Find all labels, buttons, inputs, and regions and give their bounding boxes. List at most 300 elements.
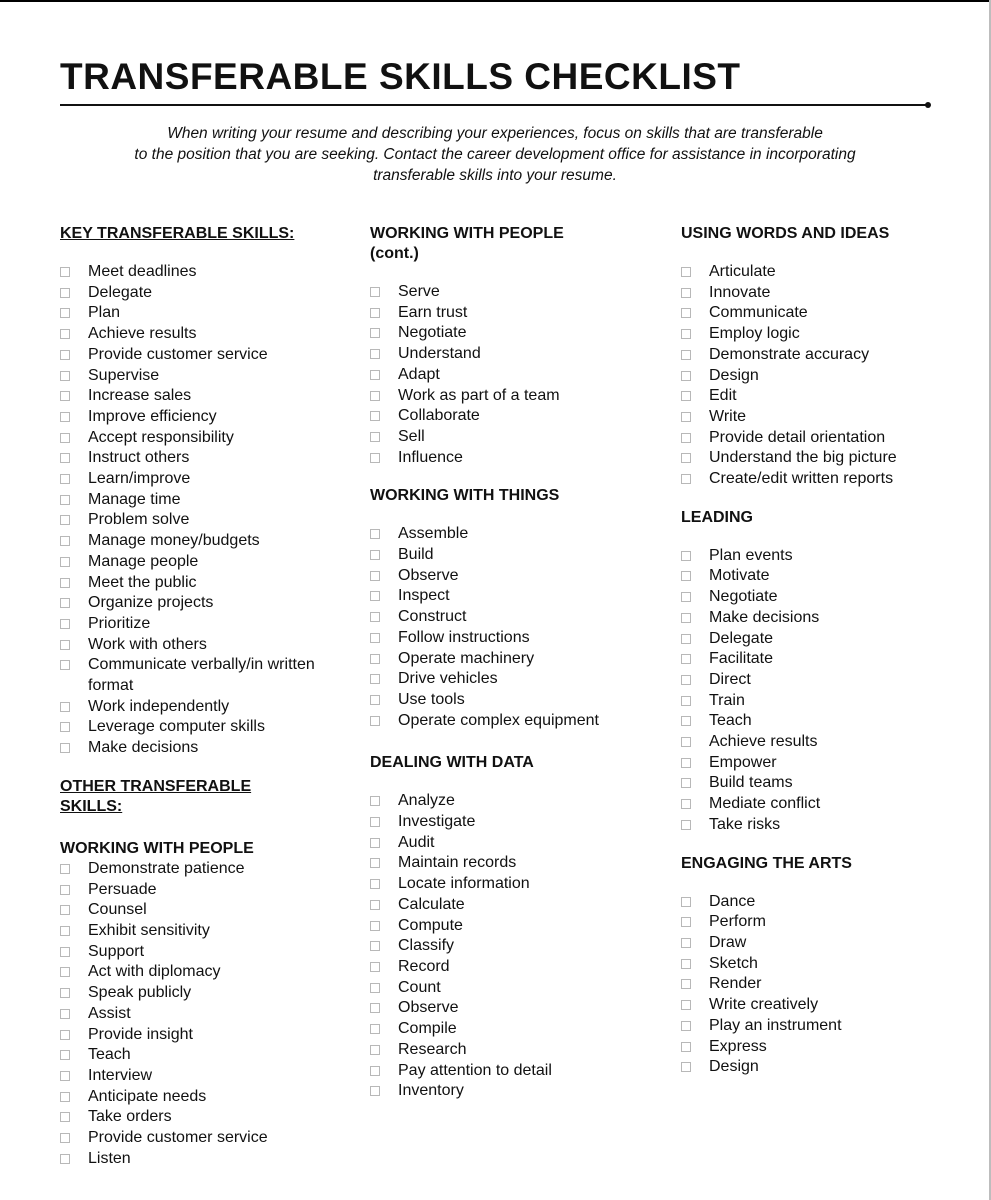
key-skills-heading: KEY TRANSFERABLE SKILLS: bbox=[60, 225, 295, 242]
checklist-item-label: Express bbox=[709, 1037, 767, 1055]
checklist-item-label: Operate machinery bbox=[398, 649, 535, 667]
checklist-item-label: Earn trust bbox=[398, 303, 468, 321]
checklist-item-label: Train bbox=[709, 691, 745, 709]
checklist-item[interactable] bbox=[60, 573, 360, 594]
checkbox-icon[interactable] bbox=[681, 778, 691, 788]
checklist-item[interactable] bbox=[681, 469, 981, 490]
checkbox-icon[interactable] bbox=[681, 634, 691, 644]
checklist-item-label: Understand the big picture bbox=[709, 449, 897, 467]
checklist-item[interactable] bbox=[60, 1004, 360, 1025]
checklist-item[interactable] bbox=[681, 262, 981, 283]
checkbox-icon[interactable] bbox=[60, 660, 70, 670]
checkbox-icon[interactable] bbox=[60, 864, 70, 874]
checklist-item[interactable] bbox=[370, 545, 670, 566]
checkbox-icon[interactable] bbox=[60, 988, 70, 998]
checklist-item[interactable] bbox=[370, 365, 670, 386]
key-skills-list bbox=[60, 262, 360, 759]
checklist-item-label: Operate complex equipment bbox=[398, 711, 599, 729]
checkbox-icon[interactable] bbox=[60, 1154, 70, 1164]
leading-heading: LEADING bbox=[681, 508, 753, 526]
checklist-item[interactable] bbox=[681, 324, 981, 345]
checklist-item[interactable] bbox=[370, 427, 670, 448]
checklist-item[interactable] bbox=[370, 607, 670, 628]
checklist-item[interactable] bbox=[60, 655, 360, 696]
checklist-item-label: Adapt bbox=[398, 365, 440, 383]
checkbox-icon[interactable] bbox=[681, 820, 691, 830]
checklist-item[interactable] bbox=[370, 874, 670, 895]
checklist-item[interactable] bbox=[370, 386, 670, 407]
checklist-item[interactable] bbox=[681, 995, 981, 1016]
checklist-item-label: Write bbox=[709, 407, 747, 425]
checklist-item[interactable] bbox=[681, 608, 981, 629]
checkbox-icon[interactable] bbox=[370, 571, 380, 581]
checkbox-icon[interactable] bbox=[681, 1062, 691, 1072]
checklist-item-label: Organize projects bbox=[88, 594, 214, 612]
checkbox-icon[interactable] bbox=[60, 926, 70, 936]
checkbox-icon[interactable] bbox=[370, 1003, 380, 1013]
checklist-item[interactable] bbox=[60, 880, 360, 901]
checkbox-icon[interactable] bbox=[60, 453, 70, 463]
checklist-item[interactable] bbox=[60, 303, 360, 324]
checklist-item[interactable] bbox=[681, 794, 981, 815]
checkbox-icon[interactable] bbox=[60, 288, 70, 298]
checkbox-icon[interactable] bbox=[370, 1086, 380, 1096]
checkbox-icon[interactable] bbox=[370, 654, 380, 664]
checkbox-icon[interactable] bbox=[681, 654, 691, 664]
checkbox-icon[interactable] bbox=[60, 267, 70, 277]
checklist-item[interactable] bbox=[60, 900, 360, 921]
checklist-item-label: Inspect bbox=[398, 587, 450, 605]
checklist-item[interactable] bbox=[370, 936, 670, 957]
checkbox-icon[interactable] bbox=[370, 328, 380, 338]
checklist-item-label: Motivate bbox=[709, 567, 770, 585]
checkbox-icon[interactable] bbox=[370, 921, 380, 931]
checklist-item[interactable] bbox=[370, 566, 670, 587]
checklist-item-label: Provide customer service bbox=[88, 1129, 268, 1147]
checkbox-icon[interactable] bbox=[681, 288, 691, 298]
checklist-item[interactable] bbox=[60, 428, 360, 449]
checklist-item[interactable] bbox=[60, 921, 360, 942]
checkbox-icon[interactable] bbox=[370, 1024, 380, 1034]
checklist-item[interactable] bbox=[370, 628, 670, 649]
checkbox-icon[interactable] bbox=[60, 967, 70, 977]
checklist-item[interactable] bbox=[60, 262, 360, 283]
checklist-item-label: Support bbox=[88, 942, 145, 960]
checklist-item[interactable] bbox=[681, 345, 981, 366]
checklist-item-label: Negotiate bbox=[709, 588, 778, 606]
checklist-item-label: Observe bbox=[398, 566, 459, 584]
checklist-item[interactable] bbox=[681, 428, 981, 449]
checkbox-icon[interactable] bbox=[681, 453, 691, 463]
checkbox-icon[interactable] bbox=[370, 591, 380, 601]
checkbox-icon[interactable] bbox=[681, 1000, 691, 1010]
checkbox-icon[interactable] bbox=[370, 695, 380, 705]
checkbox-icon[interactable] bbox=[681, 412, 691, 422]
checkbox-icon[interactable] bbox=[60, 391, 70, 401]
intro-line: When writing your resume and describing your experiences, focus on skills that are transferable bbox=[167, 125, 823, 142]
checklist-item-label: Persuade bbox=[88, 880, 157, 898]
checklist-item[interactable] bbox=[60, 1087, 360, 1108]
checklist-item-label: Write creatively bbox=[709, 996, 819, 1014]
checklist-item[interactable] bbox=[60, 469, 360, 490]
checklist-item[interactable] bbox=[681, 407, 981, 428]
checklist-item[interactable] bbox=[60, 1149, 360, 1170]
checkbox-icon[interactable] bbox=[60, 557, 70, 567]
checklist-item-label: Employ logic bbox=[709, 325, 800, 343]
using-words-heading: USING WORDS AND IDEAS bbox=[681, 225, 890, 242]
checklist-item-label: Achieve results bbox=[709, 733, 818, 751]
intro-paragraph bbox=[60, 123, 930, 186]
dealing-with-data-list bbox=[370, 791, 670, 1102]
checklist-item[interactable] bbox=[370, 448, 670, 469]
checkbox-icon[interactable] bbox=[681, 267, 691, 277]
checklist-item-label: Mediate conflict bbox=[709, 795, 821, 813]
checklist-item-label: Count bbox=[398, 978, 441, 996]
checkbox-icon[interactable] bbox=[681, 308, 691, 318]
checklist-item-label: Influence bbox=[398, 448, 463, 466]
title-rule bbox=[60, 104, 928, 106]
checkbox-icon[interactable] bbox=[681, 1021, 691, 1031]
checkbox-icon[interactable] bbox=[681, 799, 691, 809]
checklist-item-label: Work with others bbox=[88, 635, 207, 653]
checkbox-icon[interactable] bbox=[681, 350, 691, 360]
checklist-item[interactable] bbox=[681, 649, 981, 670]
working-with-things-list bbox=[370, 524, 670, 731]
checkbox-icon[interactable] bbox=[60, 619, 70, 629]
checkbox-icon[interactable] bbox=[60, 433, 70, 443]
checkbox-icon[interactable] bbox=[60, 640, 70, 650]
checklist-item-label: Draw bbox=[709, 933, 747, 951]
working-with-people-cont-heading: WORKING WITH PEOPLE (cont.) bbox=[370, 225, 564, 262]
checklist-item-label: Direct bbox=[709, 670, 751, 688]
checklist-item[interactable] bbox=[370, 1019, 670, 1040]
checklist-item-label: Build bbox=[398, 546, 434, 564]
checklist-item-label: Analyze bbox=[398, 792, 455, 810]
checklist-item[interactable] bbox=[60, 407, 360, 428]
checklist-item[interactable] bbox=[681, 753, 981, 774]
checklist-item[interactable] bbox=[370, 303, 670, 324]
working-with-people-heading: WORKING WITH PEOPLE bbox=[60, 839, 254, 857]
other-skills-heading: OTHER TRANSFERABLE SKILLS: bbox=[60, 777, 252, 815]
checkbox-icon[interactable] bbox=[370, 796, 380, 806]
checkbox-icon[interactable] bbox=[681, 551, 691, 561]
checkbox-icon[interactable] bbox=[681, 979, 691, 989]
checklist-item-label: Create/edit written reports bbox=[709, 470, 894, 488]
checkbox-icon[interactable] bbox=[681, 959, 691, 969]
checklist-item-label: Demonstrate accuracy bbox=[709, 345, 870, 363]
checkbox-icon[interactable] bbox=[681, 329, 691, 339]
engaging-arts-list bbox=[681, 892, 981, 1078]
checklist-item-label: Perform bbox=[709, 913, 766, 931]
checklist-item-label: Supervise bbox=[88, 366, 160, 384]
checkbox-icon[interactable] bbox=[681, 371, 691, 381]
checklist-item[interactable] bbox=[60, 366, 360, 387]
checklist-item[interactable] bbox=[681, 1016, 981, 1037]
checkbox-icon[interactable] bbox=[681, 758, 691, 768]
checklist-item-label: Listen bbox=[88, 1149, 131, 1167]
checkbox-icon[interactable] bbox=[370, 674, 380, 684]
checklist-item[interactable] bbox=[370, 344, 670, 365]
checklist-item[interactable] bbox=[60, 510, 360, 531]
checkbox-icon[interactable] bbox=[681, 391, 691, 401]
checklist-item[interactable] bbox=[60, 283, 360, 304]
checklist-item[interactable] bbox=[60, 386, 360, 407]
checkbox-icon[interactable] bbox=[370, 287, 380, 297]
checkbox-icon[interactable] bbox=[60, 905, 70, 915]
checklist-item[interactable] bbox=[60, 593, 360, 614]
checkbox-icon[interactable] bbox=[681, 897, 691, 907]
checklist-item[interactable] bbox=[370, 669, 670, 690]
checklist-item-label: Achieve results bbox=[88, 325, 197, 343]
checklist-item[interactable] bbox=[60, 531, 360, 552]
checkbox-icon[interactable] bbox=[370, 858, 380, 868]
checkbox-icon[interactable] bbox=[681, 675, 691, 685]
checkbox-icon[interactable] bbox=[60, 371, 70, 381]
checkbox-icon[interactable] bbox=[370, 900, 380, 910]
checklist-item[interactable] bbox=[681, 711, 981, 732]
checkbox-icon[interactable] bbox=[370, 550, 380, 560]
checklist-item[interactable] bbox=[370, 323, 670, 344]
checklist-item-label: Provide detail orientation bbox=[709, 428, 886, 446]
checklist-item[interactable] bbox=[681, 366, 981, 387]
checkbox-icon[interactable] bbox=[681, 571, 691, 581]
checkbox-icon[interactable] bbox=[60, 598, 70, 608]
checkbox-icon[interactable] bbox=[370, 817, 380, 827]
checklist-item-label: Calculate bbox=[398, 895, 465, 913]
checklist-item-label: Meet deadlines bbox=[88, 263, 197, 280]
checkbox-icon[interactable] bbox=[370, 529, 380, 539]
checklist-item[interactable] bbox=[60, 448, 360, 469]
intro-line: to the position that you are seeking. Contact the career development office for assistance in incorporating bbox=[134, 146, 856, 163]
checklist-item-label: Dance bbox=[709, 892, 756, 910]
checkbox-icon[interactable] bbox=[681, 716, 691, 726]
checklist-item-label: Use tools bbox=[398, 690, 465, 708]
checklist-item[interactable] bbox=[370, 282, 670, 303]
checkbox-icon[interactable] bbox=[60, 350, 70, 360]
checklist-item[interactable] bbox=[681, 283, 981, 304]
checklist-item-label: Empower bbox=[709, 753, 777, 771]
checklist-item-label: Investigate bbox=[398, 813, 476, 831]
checkbox-icon[interactable] bbox=[370, 983, 380, 993]
checklist-item-label: Anticipate needs bbox=[88, 1087, 207, 1105]
checkbox-icon[interactable] bbox=[60, 743, 70, 753]
checklist-item[interactable] bbox=[681, 303, 981, 324]
using-words-list bbox=[681, 262, 981, 490]
checklist-item[interactable] bbox=[370, 916, 670, 937]
checkbox-icon[interactable] bbox=[60, 1133, 70, 1143]
checkbox-icon[interactable] bbox=[370, 391, 380, 401]
checkbox-icon[interactable] bbox=[681, 613, 691, 623]
checkbox-icon[interactable] bbox=[370, 349, 380, 359]
checklist-item[interactable] bbox=[681, 933, 981, 954]
checklist-item[interactable] bbox=[681, 629, 981, 650]
checklist-item-label: Speak publicly bbox=[88, 984, 192, 1002]
checklist-item[interactable] bbox=[681, 974, 981, 995]
checklist-item[interactable] bbox=[60, 983, 360, 1004]
checklist-item[interactable] bbox=[60, 1045, 360, 1066]
checkbox-icon[interactable] bbox=[370, 1066, 380, 1076]
checklist-item[interactable] bbox=[370, 791, 670, 812]
checklist-item[interactable] bbox=[681, 892, 981, 913]
checkbox-icon[interactable] bbox=[60, 722, 70, 732]
checkbox-icon[interactable] bbox=[60, 308, 70, 318]
checklist-item[interactable] bbox=[60, 859, 360, 880]
checkbox-icon[interactable] bbox=[60, 1050, 70, 1060]
checklist-item[interactable] bbox=[60, 738, 360, 759]
checkbox-icon[interactable] bbox=[370, 453, 380, 463]
checkbox-icon[interactable] bbox=[681, 474, 691, 484]
checklist-item-label: Serve bbox=[398, 283, 440, 300]
checkbox-icon[interactable] bbox=[60, 702, 70, 712]
checklist-item[interactable] bbox=[681, 815, 981, 836]
checkbox-icon[interactable] bbox=[60, 1071, 70, 1081]
checklist-item[interactable] bbox=[370, 998, 670, 1019]
checklist-item[interactable] bbox=[681, 670, 981, 691]
checklist-item[interactable] bbox=[370, 853, 670, 874]
checklist-item[interactable] bbox=[681, 566, 981, 587]
checklist-item-label: Audit bbox=[398, 833, 435, 851]
checkbox-icon[interactable] bbox=[60, 515, 70, 525]
intro-line: transferable skills into your resume. bbox=[373, 167, 617, 184]
checkbox-icon[interactable] bbox=[370, 370, 380, 380]
checkbox-icon[interactable] bbox=[60, 1030, 70, 1040]
checklist-item[interactable] bbox=[60, 324, 360, 345]
checklist-item[interactable] bbox=[60, 942, 360, 963]
checkbox-icon[interactable] bbox=[60, 536, 70, 546]
checkbox-icon[interactable] bbox=[370, 838, 380, 848]
checklist-item-label: Build teams bbox=[709, 774, 793, 792]
checkbox-icon[interactable] bbox=[681, 917, 691, 927]
checklist-item[interactable] bbox=[681, 546, 981, 567]
checklist-item-label: Manage time bbox=[88, 490, 181, 508]
checklist-item-label: Sell bbox=[398, 427, 425, 445]
checklist-item[interactable] bbox=[681, 386, 981, 407]
checklist-item-label: Improve efficiency bbox=[88, 407, 217, 425]
checklist-item[interactable] bbox=[681, 1057, 981, 1078]
checklist-item[interactable] bbox=[60, 1066, 360, 1087]
checklist-item-label: Locate information bbox=[398, 875, 530, 893]
checklist-item[interactable] bbox=[370, 690, 670, 711]
checklist-item-label: Edit bbox=[709, 387, 737, 405]
checklist-item[interactable] bbox=[370, 812, 670, 833]
checklist-item[interactable] bbox=[60, 635, 360, 656]
checkbox-icon[interactable] bbox=[370, 411, 380, 421]
checklist-item[interactable] bbox=[370, 1061, 670, 1082]
checkbox-icon[interactable] bbox=[370, 1045, 380, 1055]
checklist-item[interactable] bbox=[681, 1037, 981, 1058]
checklist-item-label: Demonstrate patience bbox=[88, 859, 245, 877]
checkbox-icon[interactable] bbox=[370, 962, 380, 972]
checklist-item[interactable] bbox=[60, 490, 360, 511]
checklist-item[interactable] bbox=[60, 614, 360, 635]
checkbox-icon[interactable] bbox=[60, 1112, 70, 1122]
checklist-item[interactable] bbox=[370, 957, 670, 978]
checkbox-icon[interactable] bbox=[370, 941, 380, 951]
checklist-item-label: Manage people bbox=[88, 552, 199, 570]
checkbox-icon[interactable] bbox=[60, 1092, 70, 1102]
checklist-item[interactable] bbox=[60, 552, 360, 573]
checklist-item-label: Negotiate bbox=[398, 324, 467, 342]
checklist-item-label: Meet the public bbox=[88, 573, 197, 591]
checklist-item-label: Take risks bbox=[709, 815, 781, 833]
checklist-item-label: Play an instrument bbox=[709, 1016, 842, 1034]
column-2 bbox=[370, 224, 670, 1102]
checklist-item[interactable] bbox=[370, 1081, 670, 1102]
checklist-item-label: Research bbox=[398, 1040, 467, 1058]
checklist-item[interactable] bbox=[681, 587, 981, 608]
checklist-item[interactable] bbox=[60, 962, 360, 983]
checkbox-icon[interactable] bbox=[370, 308, 380, 318]
checklist-item[interactable] bbox=[370, 649, 670, 670]
checkbox-icon[interactable] bbox=[60, 578, 70, 588]
checkbox-icon[interactable] bbox=[60, 474, 70, 484]
checklist-item[interactable] bbox=[60, 697, 360, 718]
checkbox-icon[interactable] bbox=[681, 1042, 691, 1052]
checklist-item[interactable] bbox=[681, 954, 981, 975]
checklist-item-label: Manage money/budgets bbox=[88, 532, 260, 550]
checklist-item-label: Communicate bbox=[709, 304, 808, 322]
checklist-item[interactable] bbox=[60, 1107, 360, 1128]
checklist-item-label: Teach bbox=[88, 1046, 131, 1064]
checkbox-icon[interactable] bbox=[370, 612, 380, 622]
checkbox-icon[interactable] bbox=[60, 495, 70, 505]
checkbox-icon[interactable] bbox=[681, 737, 691, 747]
checklist-item[interactable] bbox=[60, 717, 360, 738]
checklist-item-label: Innovate bbox=[709, 283, 771, 301]
checkbox-icon[interactable] bbox=[370, 432, 380, 442]
checklist-item[interactable] bbox=[370, 1040, 670, 1061]
checklist-item[interactable] bbox=[681, 448, 981, 469]
checklist-item[interactable] bbox=[370, 833, 670, 854]
checklist-item-label: Understand bbox=[398, 345, 481, 363]
checklist-item[interactable] bbox=[370, 711, 670, 732]
checkbox-icon[interactable] bbox=[681, 433, 691, 443]
checklist-item[interactable] bbox=[370, 406, 670, 427]
checklist-item-label: Interview bbox=[88, 1066, 153, 1084]
checklist-item[interactable] bbox=[370, 895, 670, 916]
checkbox-icon[interactable] bbox=[370, 879, 380, 889]
checklist-item-label: Communicate verbally/in written format bbox=[88, 656, 315, 695]
checklist-item-label: Accept responsibility bbox=[88, 428, 234, 446]
checkbox-icon[interactable] bbox=[681, 592, 691, 602]
checklist-item[interactable] bbox=[370, 586, 670, 607]
checklist-item-label: Make decisions bbox=[709, 608, 820, 626]
checklist-item[interactable] bbox=[60, 1025, 360, 1046]
checklist-item[interactable] bbox=[681, 732, 981, 753]
checkbox-icon[interactable] bbox=[681, 938, 691, 948]
checklist-item-label: Counsel bbox=[88, 901, 147, 919]
checklist-item[interactable] bbox=[370, 524, 670, 545]
checkbox-icon[interactable] bbox=[60, 947, 70, 957]
page-title: TRANSFERABLE SKILLS CHECKLIST bbox=[60, 56, 741, 97]
checklist-item[interactable] bbox=[681, 773, 981, 794]
checklist-item-label: Drive vehicles bbox=[398, 670, 498, 688]
checklist-item[interactable] bbox=[370, 978, 670, 999]
checkbox-icon[interactable] bbox=[60, 1009, 70, 1019]
checkbox-icon[interactable] bbox=[60, 885, 70, 895]
checklist-item[interactable] bbox=[60, 1128, 360, 1149]
checklist-item[interactable] bbox=[60, 345, 360, 366]
checkbox-icon[interactable] bbox=[370, 716, 380, 726]
checklist-item-label: Delegate bbox=[709, 629, 774, 647]
checkbox-icon[interactable] bbox=[60, 329, 70, 339]
checkbox-icon[interactable] bbox=[681, 696, 691, 706]
checkbox-icon[interactable] bbox=[370, 633, 380, 643]
checklist-item-label: Render bbox=[709, 975, 762, 993]
checklist-item[interactable] bbox=[681, 691, 981, 712]
checklist-item[interactable] bbox=[681, 912, 981, 933]
checkbox-icon[interactable] bbox=[60, 412, 70, 422]
